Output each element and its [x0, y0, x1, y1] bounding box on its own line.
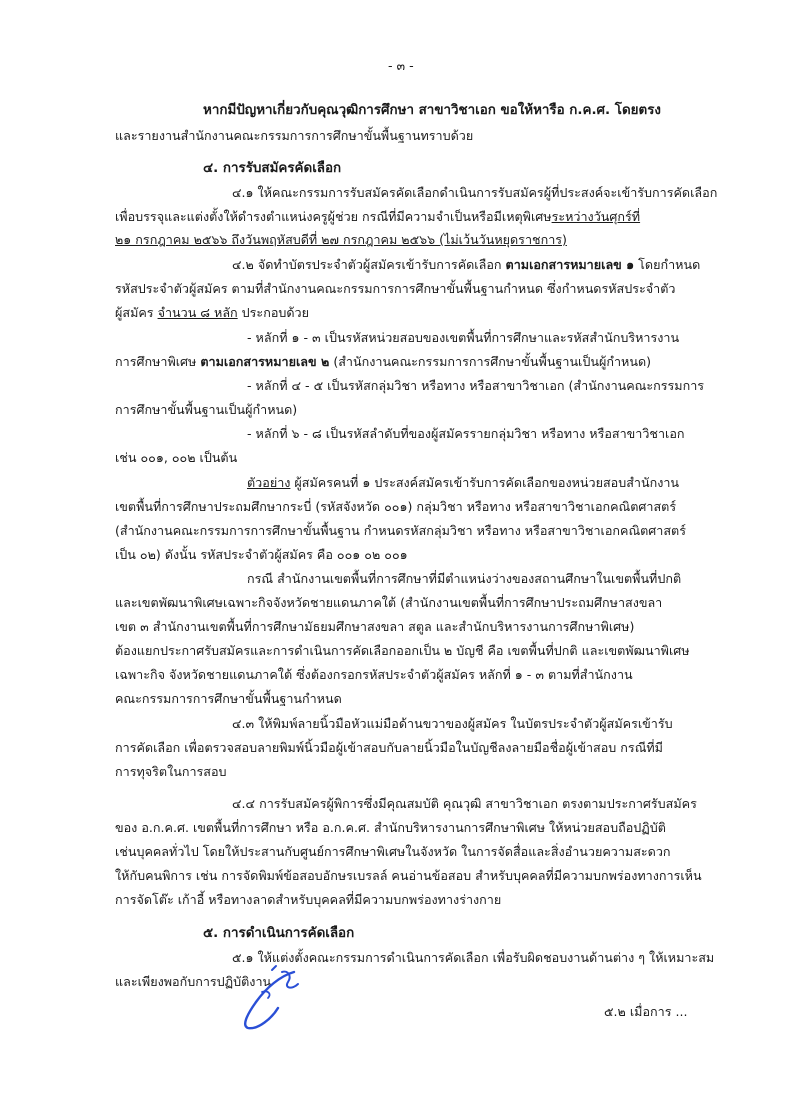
case-line-4: ต้องแยกประกาศรับสมัครและการดำเนินการคัดเลือกออกเป็น ๒ บัญชี คือ เขตพื้นที่ปกติ และเขตพัฒนาพิเศษ	[115, 643, 690, 658]
digits-4-5-line-2: การศึกษาขั้นพื้นฐานเป็นผู้กำหนด)	[115, 402, 298, 417]
para-5-1-line-2: และเพียงพอกับการปฏิบัติงาน	[115, 974, 272, 989]
para-4-4-line-1: ๔.๔ การรับสมัครผู้พิการซึ่งมีคุณสมบัติ คุณวุฒิ สาขาวิชาเอก ตรงตามประกาศรับสมัคร	[232, 796, 697, 811]
case-line-5: เฉพาะกิจ จังหวัดชายแดนภาคใต้ ซึ่งต้องกรอกรหัสประจำตัวผู้สมัคร หลักที่ ๑ - ๓ ตามที่สำนักงาน	[115, 667, 633, 682]
intro-line-2: และรายงานสำนักงานคณะกรรมการการศึกษาขั้นพื้นฐานทราบด้วย	[115, 128, 474, 143]
signature-mark	[232, 962, 312, 1042]
digit-count: จำนวน ๘ หลัก	[157, 305, 238, 320]
digits-4-5-line-1: - หลักที่ ๔ - ๕ เป็นรหัสกลุ่มวิชา หรือทาง หรือสาขาวิชาเอก (สำนักงานคณะกรรมการ	[247, 378, 705, 393]
para-4-4-line-3: เช่นบุคคลทั่วไป โดยให้ประสานกับศูนย์การศึกษาพิเศษในจังหวัด ในการจัดสื่อและสิ่งอำนวยความสะดวก	[115, 844, 671, 859]
document-ref-1: ตามเอกสารหมายเลข ๑	[505, 257, 635, 272]
case-line-2: และเขตพัฒนาพิเศษเฉพาะกิจจังหวัดชายแดนภาคใต้ (สำนักงานเขตพื้นที่การศึกษาประถมศึกษาสงขลา	[115, 595, 663, 610]
para-4-4-line-4: ให้กับคนพิการ เช่น การจัดพิมพ์ข้อสอบอักษรเบรลล์ คนอ่านข้อสอบ สำหรับบุคคลที่มีความบกพร่องทางการเห็น	[115, 868, 702, 883]
para-4-2-line-2: รหัสประจำตัวผู้สมัคร ตามที่สำนักงานคณะกรรมการการศึกษาขั้นพื้นฐานกำหนด ซึ่งกำหนดรหัสประจำตัว	[115, 281, 676, 296]
digits-1-3-line-1: - หลักที่ ๑ - ๓ เป็นรหัสหน่วยสอบของเขตพื้นที่การศึกษาและรหัสสำนักบริหารงาน	[247, 330, 680, 345]
example-line-3: (สำนักงานคณะกรรมการการศึกษาขั้นพื้นฐาน กำหนดรหัสกลุ่มวิชา หรือทาง หรือสาขาวิชาเอกคณิตศาสตร์	[115, 523, 687, 538]
continuation-note: ๕.๒ เมื่อการ ...	[604, 1004, 688, 1019]
section-4-heading: ๔. การรับสมัครคัดเลือก	[203, 161, 342, 176]
digits-1-3-line-2: การศึกษาพิเศษ ตามเอกสารหมายเลข ๒ (สำนักงานคณะกรรมการการศึกษาขั้นพื้นฐานเป็นผู้กำหนด)	[115, 354, 652, 369]
para-5-1-line-1: ๕.๑ ให้แต่งตั้งคณะกรรมการดำเนินการคัดเลือก เพื่อรับผิดชอบงานด้านต่าง ๆ ให้เหมาะสม	[232, 950, 715, 965]
date-range-end: ๒๑ กรกฎาคม ๒๕๖๖ ถึงวันพฤหัสบดีที่ ๒๗ กรกฎาคม ๒๕๖๖ (ไม่เว้นวันหยุดราชการ)	[115, 232, 567, 247]
para-4-2-line-1: ๔.๒ จัดทำบัตรประจำตัวผู้สมัครเข้ารับการคัดเลือก ตามเอกสารหมายเลข ๑ โดยกำหนด	[232, 257, 701, 272]
para-4-4-line-2: ของ อ.ก.ค.ศ. เขตพื้นที่การศึกษา หรือ อ.ก.ค.ศ. สำนักบริหารงานการศึกษาพิเศษ ให้หน่วยสอบถือปฏิบัติ	[115, 820, 666, 835]
intro-line-1: หากมีปัญหาเกี่ยวกับคุณวุฒิการศึกษา สาขาวิชาเอก ขอให้หารือ ก.ค.ศ. โดยตรง	[203, 103, 661, 118]
case-line-6: คณะกรรมการการศึกษาขั้นพื้นฐานกำหนด	[115, 691, 342, 706]
example-line-2: เขตพื้นที่การศึกษาประถมศึกษากระบี่ (รหัสจังหวัด ๐๐๑) กลุ่มวิชา หรือทาง หรือสาขาวิชาเอกคณิตศาสตร์	[115, 499, 677, 514]
date-range-start: ระหว่างวันศุกร์ที่	[551, 209, 641, 224]
para-4-2-line-3: ผู้สมัคร จำนวน ๘ หลัก ประกอบด้วย	[115, 305, 310, 320]
digits-6-8-line-2: เช่น ๐๐๑, ๐๐๒ เป็นต้น	[115, 450, 238, 465]
para-4-3-line-3: การทุจริตในการสอบ	[115, 764, 227, 779]
digits-6-8-line-1: - หลักที่ ๖ - ๘ เป็นรหัสลำดับที่ของผู้สมัครรายกลุ่มวิชา หรือทาง หรือสาขาวิชาเอก	[247, 426, 685, 441]
page-number: - ๓ -	[388, 58, 414, 73]
case-line-3: เขต ๓ สำนักงานเขตพื้นที่การศึกษามัธยมศึกษาสงขลา สตูล และสำนักบริหารงานการศึกษาพิเศษ)	[115, 619, 635, 634]
para-4-3-line-2: การคัดเลือก เพื่อตรวจสอบลายพิมพ์นิ้วมือผู้เข้าสอบกับลายนิ้วมือในบัญชีลงลายมือชื่อผู้เข้าสอบ กรณีที่มี	[115, 740, 663, 755]
case-line-1: กรณี สำนักงานเขตพื้นที่การศึกษาที่มีตำแหน่งว่างของสถานศึกษาในเขตพื้นที่ปกติ	[247, 571, 682, 586]
para-4-1-line-2: เพื่อบรรจุและแต่งตั้งให้ดำรงตำแหน่งครูผู้ช่วย กรณีที่มีความจำเป็นหรือมีเหตุพิเศษระหว่างวันศุกร์ที่	[115, 209, 641, 224]
para-4-4-line-5: การจัดโต๊ะ เก้าอี้ หรือทางลาดสำหรับบุคคลที่มีความบกพร่องทางร่างกาย	[115, 892, 502, 907]
document-ref-2: ตามเอกสารหมายเลข ๒	[200, 354, 330, 369]
example-line-4: เป็น ๐๒) ดังนั้น รหัสประจำตัวผู้สมัคร คือ ๐๐๑ ๐๒ ๐๐๑	[115, 547, 408, 562]
para-4-1-line-1: ๔.๑ ให้คณะกรรมการรับสมัครคัดเลือกดำเนินการรับสมัครผู้ที่ประสงค์จะเข้ารับการคัดเลือก	[232, 185, 718, 200]
example-label: ตัวอย่าง	[247, 475, 291, 490]
example-line-1: ตัวอย่าง ผู้สมัครคนที่ ๑ ประสงค์สมัครเข้ารับการคัดเลือกของหน่วยสอบสำนักงาน	[247, 475, 680, 490]
para-4-3-line-1: ๔.๓ ให้พิมพ์ลายนิ้วมือหัวแม่มือด้านขวาของผู้สมัคร ในบัตรประจำตัวผู้สมัครเข้ารับ	[232, 716, 673, 731]
section-5-heading: ๕. การดำเนินการคัดเลือก	[203, 926, 355, 941]
